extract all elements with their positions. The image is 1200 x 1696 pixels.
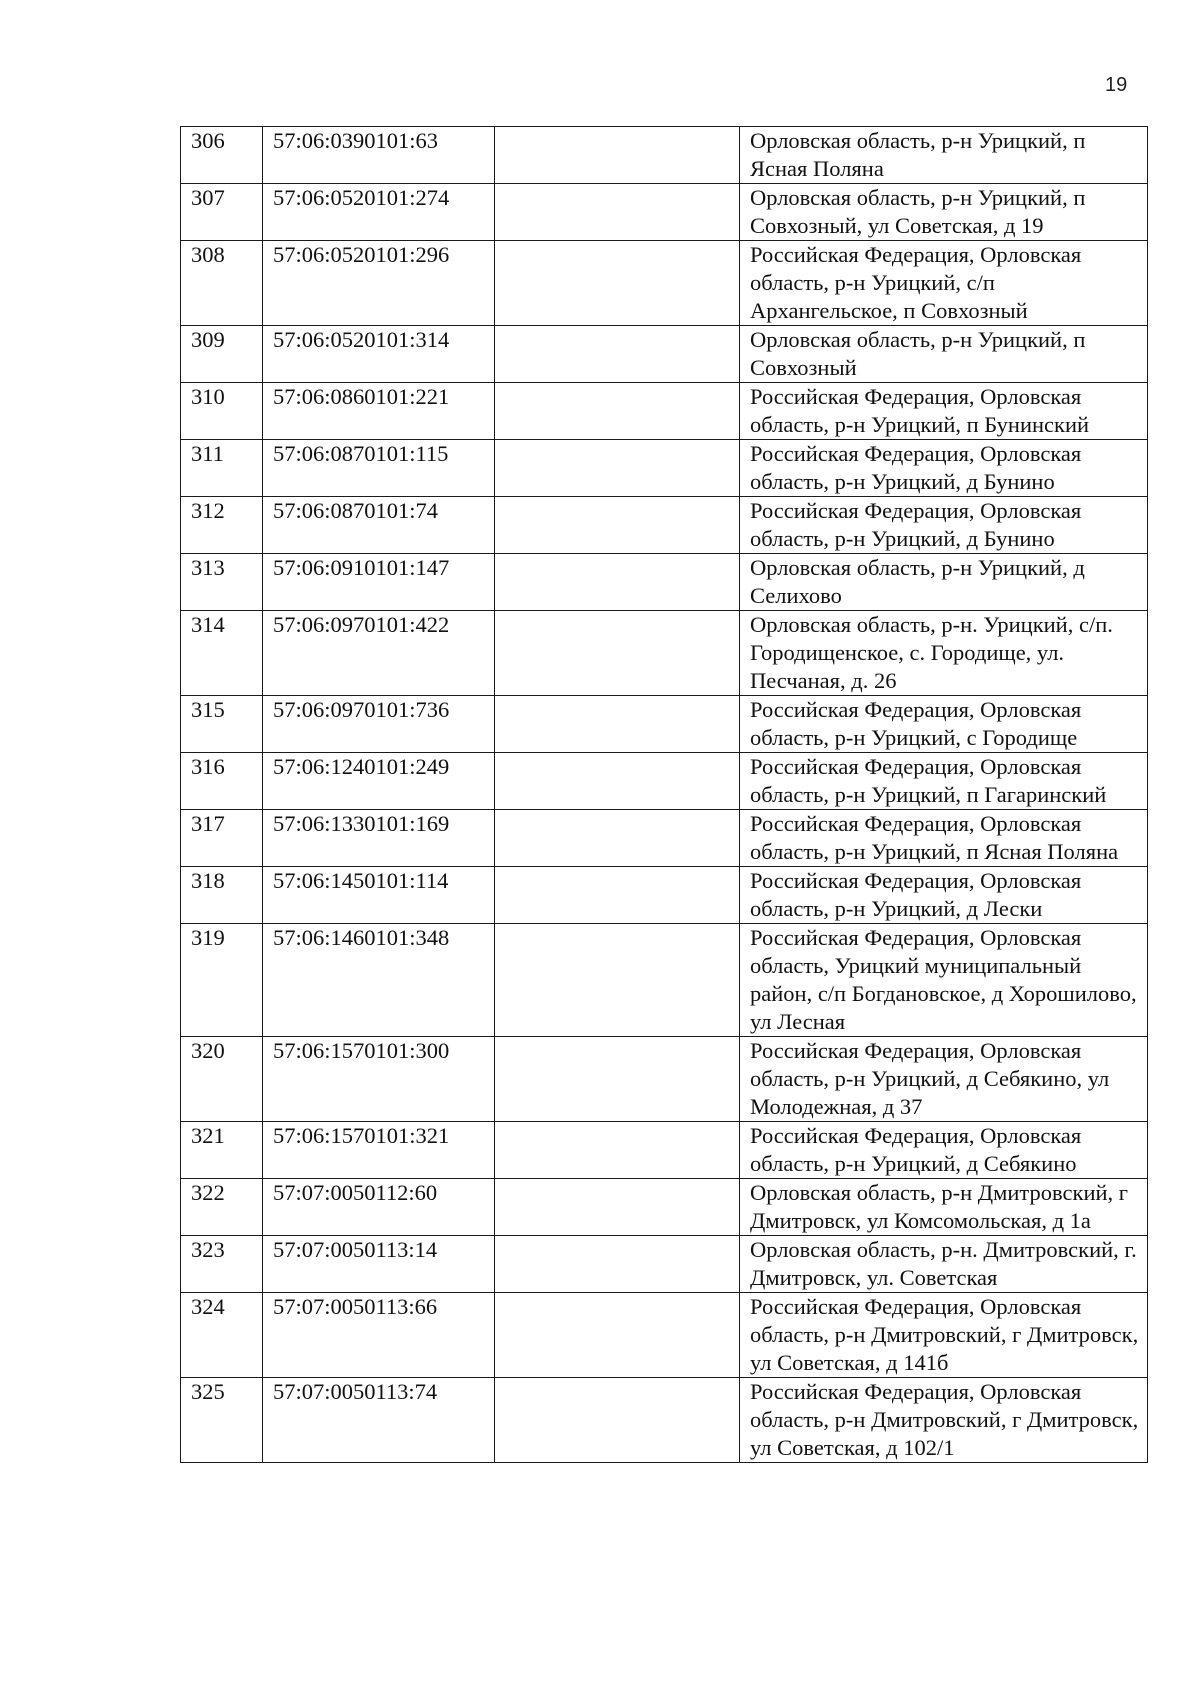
- empty-cell: [495, 326, 740, 383]
- address-cell: Российская Федерация, Орловская область, р-н Дмитровский, г Дмитровск, ул Советская, д 141б: [740, 1293, 1148, 1378]
- row-number-cell: 311: [181, 440, 263, 497]
- address-cell: Российская Федерация, Орловская область, р-н Урицкий, п Ясная Поляна: [740, 810, 1148, 867]
- address-cell: Российская Федерация, Орловская область, р-н Урицкий, п Бунинский: [740, 383, 1148, 440]
- cadastral-number-cell: 57:06:1240101:249: [263, 753, 495, 810]
- table-row: [181, 1378, 1148, 1463]
- empty-cell: [495, 1236, 740, 1293]
- cadastral-number-cell: 57:06:0390101:63: [263, 127, 495, 184]
- row-number-cell: 321: [181, 1122, 263, 1179]
- cadastral-number-cell: 57:06:0520101:296: [263, 241, 495, 326]
- row-number-cell: 317: [181, 810, 263, 867]
- empty-cell: [495, 867, 740, 924]
- row-number-cell: 308: [181, 241, 263, 326]
- cadastral-number-cell: 57:06:0520101:314: [263, 326, 495, 383]
- address-cell: Орловская область, р-н Урицкий, п Ясная Поляна: [740, 127, 1148, 184]
- row-number-cell: 325: [181, 1378, 263, 1463]
- cadastral-number-cell: 57:07:0050113:14: [263, 1236, 495, 1293]
- table-row: [181, 326, 1148, 383]
- cadastral-number-cell: 57:06:1450101:114: [263, 867, 495, 924]
- table-row: [181, 1037, 1148, 1122]
- table-row: [181, 241, 1148, 326]
- empty-cell: [495, 1378, 740, 1463]
- row-number-cell: 313: [181, 554, 263, 611]
- empty-cell: [495, 554, 740, 611]
- row-number-cell: 319: [181, 924, 263, 1037]
- row-number-cell: 315: [181, 696, 263, 753]
- row-number-cell: 324: [181, 1293, 263, 1378]
- table-row: [181, 554, 1148, 611]
- empty-cell: [495, 497, 740, 554]
- address-cell: Российская Федерация, Орловская область, р-н Урицкий, с/п Архангельское, п Совхозный: [740, 241, 1148, 326]
- table-row: [181, 1179, 1148, 1236]
- address-cell: Российская Федерация, Орловская область, р-н Урицкий, д Себякино: [740, 1122, 1148, 1179]
- empty-cell: [495, 440, 740, 497]
- table-row: [181, 611, 1148, 696]
- address-cell: Российская Федерация, Орловская область, Урицкий муниципальный район, с/п Богдановское, д Хорошилово, ул Лесная: [740, 924, 1148, 1037]
- row-number-cell: 323: [181, 1236, 263, 1293]
- empty-cell: [495, 924, 740, 1037]
- address-cell: Орловская область, р-н. Урицкий, с/п. Городищенское, с. Городище, ул. Песчаная, д. 26: [740, 611, 1148, 696]
- table-row: [181, 810, 1148, 867]
- address-cell: Орловская область, р-н Урицкий, п Совхозный, ул Советская, д 19: [740, 184, 1148, 241]
- row-number-cell: 310: [181, 383, 263, 440]
- row-number-cell: 306: [181, 127, 263, 184]
- table-row: [181, 184, 1148, 241]
- empty-cell: [495, 383, 740, 440]
- empty-cell: [495, 1122, 740, 1179]
- row-number-cell: 309: [181, 326, 263, 383]
- address-cell: Российская Федерация, Орловская область, р-н Урицкий, д Бунино: [740, 497, 1148, 554]
- empty-cell: [495, 1179, 740, 1236]
- cadastral-number-cell: 57:07:0050112:60: [263, 1179, 495, 1236]
- address-cell: Российская Федерация, Орловская область, р-н Урицкий, д Лески: [740, 867, 1148, 924]
- address-cell: Российская Федерация, Орловская область, р-н Урицкий, с Городище: [740, 696, 1148, 753]
- cadastral-number-cell: 57:06:0970101:422: [263, 611, 495, 696]
- table-row: [181, 924, 1148, 1037]
- cadastral-number-cell: 57:07:0050113:74: [263, 1378, 495, 1463]
- empty-cell: [495, 696, 740, 753]
- empty-cell: [495, 127, 740, 184]
- address-cell: Орловская область, р-н Дмитровский, г Дмитровск, ул Комсомольская, д 1а: [740, 1179, 1148, 1236]
- cadastral-number-cell: 57:06:1570101:321: [263, 1122, 495, 1179]
- table-row: [181, 753, 1148, 810]
- cadastral-table: [180, 126, 1148, 1463]
- address-cell: Российская Федерация, Орловская область, р-н Дмитровский, г Дмитровск, ул Советская, д 102/1: [740, 1378, 1148, 1463]
- address-cell: Российская Федерация, Орловская область, р-н Урицкий, д Себякино, ул Молодежная, д 37: [740, 1037, 1148, 1122]
- page-number: 19: [1105, 74, 1128, 96]
- cadastral-number-cell: 57:06:0970101:736: [263, 696, 495, 753]
- row-number-cell: 322: [181, 1179, 263, 1236]
- empty-cell: [495, 611, 740, 696]
- row-number-cell: 314: [181, 611, 263, 696]
- table-row: [181, 497, 1148, 554]
- cadastral-number-cell: 57:06:1460101:348: [263, 924, 495, 1037]
- cadastral-number-cell: 57:06:0860101:221: [263, 383, 495, 440]
- cadastral-number-cell: 57:06:0870101:115: [263, 440, 495, 497]
- empty-cell: [495, 810, 740, 867]
- table-body: [181, 127, 1148, 1463]
- address-cell: Орловская область, р-н Урицкий, д Селихово: [740, 554, 1148, 611]
- table-row: [181, 440, 1148, 497]
- cadastral-number-cell: 57:06:0520101:274: [263, 184, 495, 241]
- cadastral-number-cell: 57:06:1330101:169: [263, 810, 495, 867]
- empty-cell: [495, 241, 740, 326]
- row-number-cell: 316: [181, 753, 263, 810]
- empty-cell: [495, 753, 740, 810]
- address-cell: Орловская область, р-н Урицкий, п Совхозный: [740, 326, 1148, 383]
- cadastral-number-cell: 57:06:0870101:74: [263, 497, 495, 554]
- address-cell: Российская Федерация, Орловская область, р-н Урицкий, п Гагаринский: [740, 753, 1148, 810]
- empty-cell: [495, 1037, 740, 1122]
- table-row: [181, 127, 1148, 184]
- table-row: [181, 867, 1148, 924]
- cadastral-number-cell: 57:06:1570101:300: [263, 1037, 495, 1122]
- row-number-cell: 318: [181, 867, 263, 924]
- table-row: [181, 696, 1148, 753]
- row-number-cell: 312: [181, 497, 263, 554]
- empty-cell: [495, 184, 740, 241]
- row-number-cell: 320: [181, 1037, 263, 1122]
- cadastral-number-cell: 57:07:0050113:66: [263, 1293, 495, 1378]
- table-row: [181, 1236, 1148, 1293]
- cadastral-number-cell: 57:06:0910101:147: [263, 554, 495, 611]
- address-cell: Орловская область, р-н. Дмитровский, г. Дмитровск, ул. Советская: [740, 1236, 1148, 1293]
- empty-cell: [495, 1293, 740, 1378]
- address-cell: Российская Федерация, Орловская область, р-н Урицкий, д Бунино: [740, 440, 1148, 497]
- table-row: [181, 1122, 1148, 1179]
- table-row: [181, 383, 1148, 440]
- row-number-cell: 307: [181, 184, 263, 241]
- table-row: [181, 1293, 1148, 1378]
